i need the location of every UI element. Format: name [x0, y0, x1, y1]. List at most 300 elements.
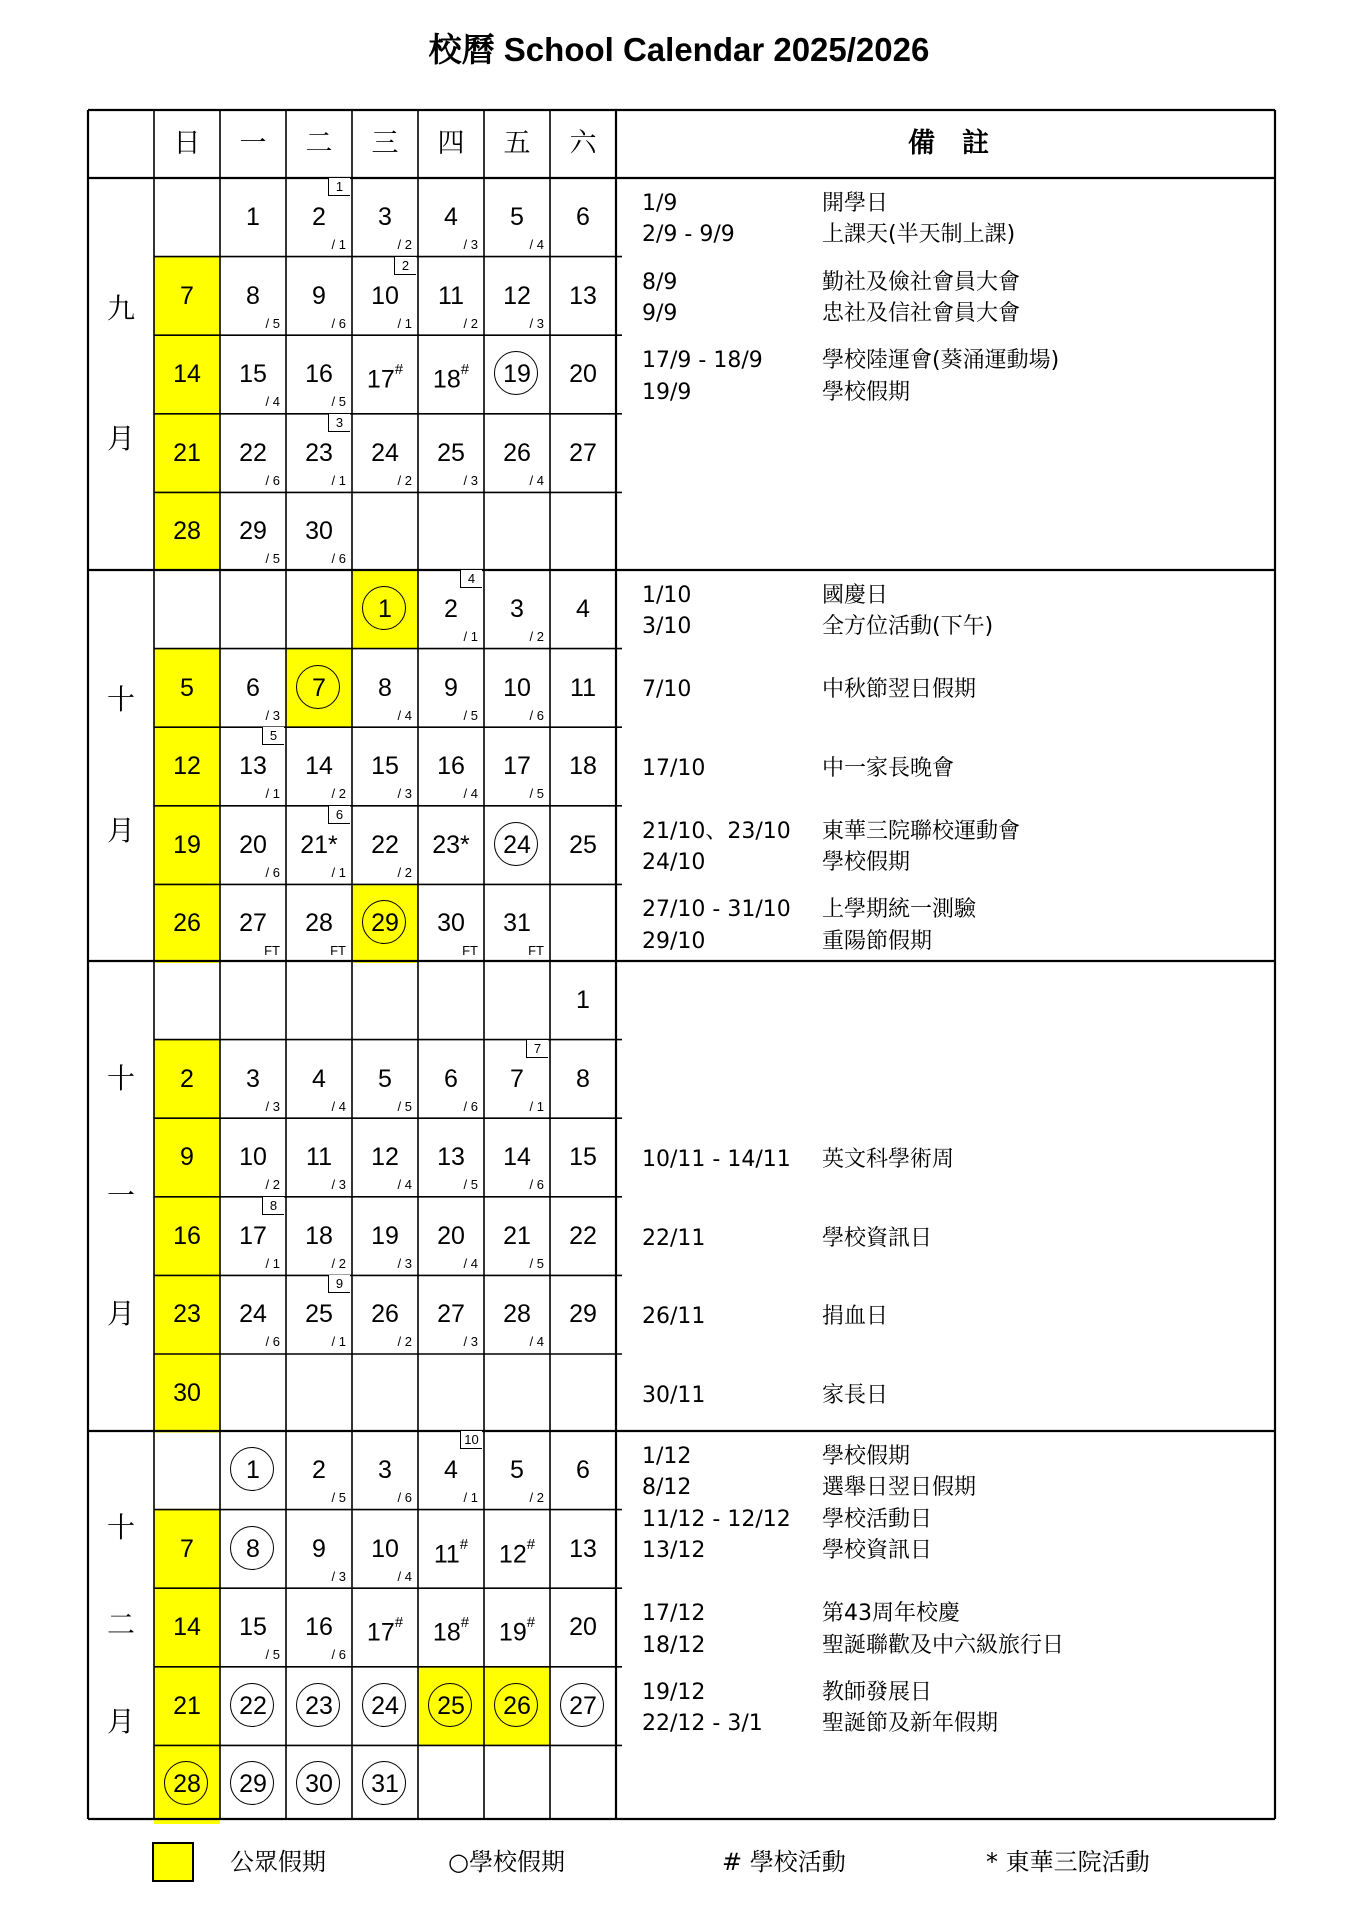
- day-cell: [220, 884, 286, 962]
- day-number-text: 7: [510, 1064, 524, 1093]
- day-number-text: 30: [437, 909, 465, 938]
- day-number-text: 2: [444, 595, 458, 623]
- day-cell: [418, 727, 484, 805]
- note-text: 國慶日: [822, 583, 889, 608]
- cycle-number-tag: 2: [394, 257, 416, 275]
- cycle-day-label: / 1: [331, 864, 346, 880]
- day-cell: [154, 649, 220, 727]
- day-cell: [352, 1431, 418, 1509]
- day-number-text: 13: [569, 1534, 597, 1563]
- day-cell: [154, 492, 220, 570]
- cycle-day-label: / 2: [331, 1255, 346, 1271]
- day-cell: [352, 1197, 418, 1275]
- day-number-text: 10: [503, 673, 531, 702]
- day-number-text: 8: [576, 1064, 590, 1093]
- day-cell: [352, 1588, 418, 1666]
- day-cell: [418, 1040, 484, 1118]
- school-activity-mark: #: [460, 361, 470, 379]
- day-number: [418, 1588, 484, 1666]
- cycle-day-label: / 4: [529, 237, 544, 252]
- cycle-day-label: / 5: [529, 786, 544, 802]
- day-number-text: 7: [312, 673, 326, 702]
- day-number: [550, 649, 616, 727]
- page-title: 校曆 School Calendar 2025/2026: [428, 31, 930, 68]
- day-cell: [418, 1667, 484, 1745]
- note-date: 7/10: [642, 677, 692, 703]
- cycle-day-label: / 5: [529, 1255, 544, 1271]
- weekday-header: 日: [173, 128, 201, 159]
- note-date: 21/10、23/10: [642, 818, 791, 844]
- day-cell: [550, 335, 616, 413]
- twgh-activity-mark: *: [460, 830, 470, 859]
- day-cell: [484, 1510, 550, 1588]
- day-number-text: 29: [569, 1300, 597, 1329]
- day-cell: [154, 1745, 220, 1823]
- day-cell: [154, 1118, 220, 1196]
- day-cell: [154, 335, 220, 413]
- school-activity-mark: #: [526, 1535, 536, 1553]
- day-number-text: 1: [378, 595, 392, 623]
- cycle-day-label: / 5: [265, 1647, 280, 1663]
- day-number-text: 4: [576, 595, 590, 623]
- cycle-day-label: / 1: [331, 472, 346, 488]
- day-number: [154, 1667, 220, 1745]
- day-number-text: 27: [239, 909, 267, 938]
- cycle-day-label: / 2: [529, 629, 544, 644]
- day-number-text: 31: [503, 909, 531, 938]
- day-number-text: 11: [306, 1143, 332, 1172]
- cycle-day-label: / 6: [265, 1334, 280, 1350]
- day-number-text: 18: [432, 365, 461, 394]
- day-number-text: 21: [173, 438, 201, 467]
- note-text: 第43周年校慶: [822, 1601, 960, 1627]
- day-number-text: 21: [173, 1691, 201, 1720]
- day-number: [154, 727, 220, 805]
- day-cell: [286, 727, 352, 805]
- cycle-day-label: / 3: [265, 707, 280, 723]
- day-cell: [352, 1745, 418, 1823]
- day-cell: [484, 1588, 550, 1666]
- day-number-text: 8: [246, 1534, 260, 1563]
- cycle-day-label: / 5: [463, 1177, 478, 1193]
- cycle-day-label: / 4: [529, 1334, 544, 1350]
- day-cell: [220, 1040, 286, 1118]
- day-number-text: 24: [371, 1691, 399, 1720]
- day-cell: [484, 257, 550, 335]
- day-number-text: 25: [569, 830, 597, 859]
- day-cell: [220, 649, 286, 727]
- cycle-day-label: / 5: [265, 315, 280, 331]
- cycle-number-tag: 8: [262, 1197, 284, 1215]
- day-number-text: 15: [239, 1613, 267, 1642]
- day-cell: [220, 1667, 286, 1745]
- day-number-text: 15: [239, 360, 267, 389]
- cycle-day-label: / 5: [397, 1098, 412, 1114]
- day-cell: [352, 806, 418, 884]
- day-number-text: 2: [180, 1064, 194, 1093]
- day-number-text: 14: [173, 360, 201, 389]
- day-cell: [550, 1197, 616, 1275]
- day-number-text: 22: [569, 1221, 597, 1250]
- note-date: 1/9: [642, 191, 678, 216]
- day-number: [220, 1431, 286, 1509]
- day-number: [154, 414, 220, 492]
- month-label: 九: [106, 291, 135, 325]
- note-text: 上課天(半天制上課): [822, 222, 1016, 248]
- note-text: 教師發展日: [822, 1679, 933, 1705]
- day-cell: [484, 335, 550, 413]
- day-cell: [418, 414, 484, 492]
- day-number: [352, 1588, 418, 1666]
- note-text: 學校資訊日: [822, 1225, 933, 1251]
- cycle-day-label: / 2: [529, 1490, 544, 1505]
- day-cell: [484, 884, 550, 962]
- day-cell: [154, 1275, 220, 1353]
- day-number-text: 18: [569, 752, 597, 781]
- cycle-day-label: / 1: [463, 1490, 478, 1505]
- day-number-text: 3: [510, 595, 524, 623]
- cycle-day-label: / 6: [463, 1098, 478, 1114]
- day-number-text: 17: [503, 752, 531, 781]
- day-cell: [550, 961, 616, 1039]
- note-text: 重陽節假期: [822, 928, 933, 954]
- day-number-text: 19: [503, 360, 531, 389]
- day-cell: [220, 727, 286, 805]
- day-number-text: 5: [510, 203, 524, 231]
- day-number-text: 6: [444, 1064, 458, 1093]
- day-number-text: 16: [173, 1221, 201, 1250]
- day-number: [352, 884, 418, 962]
- day-number-text: 16: [305, 360, 333, 389]
- cycle-day-label: / 6: [265, 472, 280, 488]
- note-date: 17/12: [642, 1601, 706, 1627]
- day-number-text: 11: [433, 1539, 460, 1568]
- day-cell: [352, 1275, 418, 1353]
- day-number-text: 3: [378, 203, 392, 231]
- day-cell: [220, 1431, 286, 1509]
- cycle-day-label: / 6: [331, 551, 346, 567]
- cycle-day-label: / 4: [331, 1098, 346, 1114]
- day-number-text: 10: [239, 1143, 267, 1172]
- day-number-text: 24: [503, 830, 531, 859]
- day-cell: [550, 570, 616, 648]
- day-number: [484, 1510, 550, 1588]
- weekday-header: 五: [503, 128, 531, 159]
- day-number-text: 17: [366, 365, 395, 394]
- day-number-text: 24: [239, 1300, 267, 1329]
- day-number-text: 11: [570, 673, 596, 702]
- note-date: 11/12 - 12/12: [642, 1506, 791, 1532]
- day-number-text: 26: [371, 1300, 399, 1329]
- day-cell: [220, 1197, 286, 1275]
- day-number-text: 12: [498, 1539, 527, 1568]
- cycle-day-label: / 3: [529, 315, 544, 331]
- day-number-text: 6: [246, 673, 260, 702]
- day-number: [484, 806, 550, 884]
- day-cell: [418, 570, 484, 648]
- cycle-day-label: / 5: [331, 394, 346, 410]
- cycle-number-tag: 6: [328, 806, 350, 824]
- day-number-text: 9: [312, 1534, 326, 1563]
- cycle-day-label: / 6: [529, 707, 544, 723]
- cycle-day-label: FT: [528, 943, 544, 959]
- day-cell: [418, 1510, 484, 1588]
- cycle-number-tag: 9: [328, 1275, 350, 1293]
- day-cell: [220, 492, 286, 570]
- cycle-number-tag: 7: [526, 1040, 548, 1058]
- day-number-text: 24: [371, 438, 399, 467]
- day-cell: [418, 649, 484, 727]
- cycle-number-tag: 10: [460, 1431, 482, 1449]
- note-text: 選舉日翌日假期: [822, 1475, 977, 1501]
- note-date: 13/12: [642, 1538, 706, 1564]
- day-cell: [286, 178, 352, 256]
- day-cell: [220, 1588, 286, 1666]
- month-label: 月: [106, 1296, 135, 1330]
- cycle-day-label: / 1: [331, 1334, 346, 1350]
- day-number-text: 28: [173, 517, 201, 546]
- cycle-day-label: / 4: [463, 786, 478, 802]
- cycle-day-label: / 5: [265, 551, 280, 567]
- day-cell: [352, 884, 418, 962]
- note-date: 22/12 - 3/1: [642, 1711, 763, 1737]
- day-cell: [220, 1118, 286, 1196]
- cycle-day-label: / 1: [463, 629, 478, 644]
- day-number-text: 19: [173, 830, 201, 859]
- day-number: [286, 1745, 352, 1823]
- cycle-day-label: / 4: [397, 707, 412, 723]
- legend-public-holiday-swatch: [152, 1842, 194, 1882]
- day-cell: [352, 1510, 418, 1588]
- day-number-text: 21: [503, 1221, 531, 1250]
- day-number-text: 25: [437, 1691, 465, 1720]
- note-date: 2/9 - 9/9: [642, 222, 735, 248]
- day-cell: [550, 414, 616, 492]
- day-cell: [154, 806, 220, 884]
- day-number-text: 18: [432, 1618, 461, 1647]
- day-cell: [550, 1510, 616, 1588]
- day-number-text: 29: [239, 517, 267, 546]
- day-cell: [352, 1118, 418, 1196]
- day-cell: [418, 1275, 484, 1353]
- cycle-day-label: / 2: [265, 1177, 280, 1193]
- day-cell: [484, 649, 550, 727]
- note-text: 全方位活動(下午): [822, 614, 994, 640]
- day-number: [154, 1118, 220, 1196]
- day-number-text: 1: [246, 1456, 260, 1484]
- day-cell: [550, 257, 616, 335]
- month-label: 十: [106, 1061, 135, 1095]
- day-number: [550, 727, 616, 805]
- weekday-header: 四: [437, 128, 465, 159]
- day-cell: [550, 178, 616, 256]
- day-cell: [286, 1588, 352, 1666]
- cycle-day-label: FT: [330, 943, 346, 959]
- day-number: [352, 335, 418, 413]
- twgh-activity-mark: *: [328, 830, 338, 859]
- day-cell: [286, 884, 352, 962]
- cycle-day-label: / 1: [265, 1255, 280, 1271]
- cycle-day-label: / 3: [331, 1177, 346, 1193]
- day-number-text: 22: [371, 830, 399, 859]
- day-number-text: 20: [239, 830, 267, 859]
- day-number: [550, 1197, 616, 1275]
- note-text: 捐血日: [822, 1304, 889, 1330]
- day-number-text: 8: [246, 281, 260, 310]
- day-cell: [418, 1118, 484, 1196]
- day-cell: [550, 649, 616, 727]
- day-number-text: 6: [576, 1456, 590, 1484]
- note-text: 中一家長晚會: [822, 755, 955, 781]
- day-number-text: 22: [239, 438, 267, 467]
- day-number-text: 11: [438, 281, 464, 310]
- month-label: 月: [106, 1705, 135, 1738]
- day-cell: [286, 414, 352, 492]
- day-number: [418, 1667, 484, 1745]
- day-cell: [352, 1667, 418, 1745]
- day-number-text: 28: [305, 909, 333, 938]
- weekday-header: 二: [305, 128, 333, 159]
- day-number: [550, 257, 616, 335]
- cycle-day-label: / 6: [331, 1647, 346, 1663]
- note-date: 8/12: [642, 1475, 692, 1501]
- day-cell: [154, 884, 220, 962]
- day-cell: [484, 414, 550, 492]
- cycle-day-label: / 4: [529, 472, 544, 488]
- day-number-text: 10: [371, 1534, 399, 1563]
- cycle-day-label: / 2: [397, 472, 412, 488]
- day-number: [154, 257, 220, 335]
- note-date: 17/10: [642, 755, 706, 781]
- school-activity-mark: #: [394, 361, 404, 379]
- day-cell: [286, 257, 352, 335]
- note-text: 忠社及信社會員大會: [822, 301, 1021, 327]
- day-number: [550, 1588, 616, 1666]
- day-cell: [154, 1667, 220, 1745]
- cycle-number-tag: 1: [328, 178, 350, 196]
- day-number-text: 23: [305, 1691, 333, 1720]
- day-cell: [550, 1588, 616, 1666]
- day-number-text: 17: [239, 1221, 267, 1250]
- day-number: [484, 335, 550, 413]
- day-cell: [286, 1431, 352, 1509]
- day-number-text: 2: [312, 1456, 326, 1484]
- day-number-text: 14: [305, 752, 333, 781]
- day-cell: [352, 570, 418, 648]
- month-label: 十: [106, 1511, 135, 1544]
- day-number: [154, 1354, 220, 1432]
- note-text: 學校假期: [822, 850, 911, 876]
- weekday-header: 六: [569, 128, 597, 159]
- day-number: [418, 806, 484, 884]
- day-cell: [484, 806, 550, 884]
- day-cell: [352, 257, 418, 335]
- day-number-text: 18: [305, 1221, 333, 1250]
- day-cell: [154, 727, 220, 805]
- day-cell: [484, 1197, 550, 1275]
- note-text: 學校假期: [822, 379, 911, 405]
- cycle-number-tag: 5: [262, 727, 284, 745]
- day-number: [484, 1667, 550, 1745]
- day-number: [550, 1510, 616, 1588]
- day-number-text: 1: [246, 203, 260, 231]
- day-number-text: 21: [300, 830, 329, 859]
- cycle-day-label: / 2: [397, 1334, 412, 1350]
- day-number: [352, 1667, 418, 1745]
- school-activity-mark: #: [526, 1614, 536, 1632]
- day-cell: [286, 1745, 352, 1823]
- note-date: 19/12: [642, 1679, 706, 1705]
- note-date: 9/9: [642, 301, 678, 327]
- cycle-day-label: / 4: [265, 394, 280, 410]
- month-label: 十: [106, 683, 135, 717]
- day-cell: [220, 414, 286, 492]
- day-number: [220, 1667, 286, 1745]
- day-number-text: 7: [180, 281, 194, 310]
- note-date: 22/11: [642, 1225, 706, 1251]
- day-number-text: 17: [366, 1618, 395, 1647]
- day-cell: [286, 1275, 352, 1353]
- legend-public-holiday: 公眾假期: [230, 1848, 326, 1876]
- note-date: 10/11 - 14/11: [642, 1146, 791, 1172]
- day-number: [154, 1040, 220, 1118]
- note-text: 勤社及儉社會員大會: [822, 269, 1021, 295]
- weekday-header: 三: [371, 128, 399, 159]
- day-cell: [484, 570, 550, 648]
- day-number-text: 23: [305, 438, 333, 467]
- cycle-day-label: / 4: [397, 1568, 412, 1584]
- note-date: 27/10 - 31/10: [642, 897, 791, 923]
- day-number-text: 22: [239, 1691, 267, 1720]
- day-cell: [154, 257, 220, 335]
- cycle-day-label: / 4: [463, 1255, 478, 1271]
- day-number: [550, 335, 616, 413]
- day-number-text: 27: [569, 1691, 597, 1720]
- note-text: 東華三院聯校運動會: [822, 818, 1021, 844]
- cycle-day-label: / 2: [463, 315, 478, 331]
- day-cell: [220, 1275, 286, 1353]
- day-number-text: 29: [371, 909, 399, 938]
- day-number-text: 16: [305, 1613, 333, 1642]
- day-number-text: 19: [371, 1221, 399, 1250]
- cycle-day-label: / 4: [397, 1177, 412, 1193]
- day-cell: [418, 257, 484, 335]
- day-number: [418, 335, 484, 413]
- day-number-text: 8: [378, 673, 392, 702]
- month-label: 月: [106, 422, 135, 456]
- day-cell: [418, 884, 484, 962]
- day-cell: [286, 1197, 352, 1275]
- day-number: [550, 1431, 616, 1509]
- day-number-text: 13: [437, 1143, 465, 1172]
- day-cell: [220, 1510, 286, 1588]
- school-activity-mark: #: [459, 1535, 469, 1553]
- day-number: [550, 1275, 616, 1353]
- day-number-text: 28: [173, 1770, 201, 1799]
- day-number-text: 20: [569, 360, 597, 389]
- day-number-text: 3: [246, 1064, 260, 1093]
- day-number-text: 10: [371, 281, 399, 310]
- day-cell: [484, 1431, 550, 1509]
- note-text: 聖誕聯歡及中六級旅行日: [822, 1632, 1065, 1658]
- cycle-day-label: / 6: [529, 1177, 544, 1193]
- note-date: 29/10: [642, 928, 706, 954]
- day-number-text: 5: [180, 673, 194, 702]
- cycle-number-tag: 4: [460, 570, 482, 588]
- day-cell: [286, 649, 352, 727]
- day-cell: [352, 414, 418, 492]
- day-cell: [220, 257, 286, 335]
